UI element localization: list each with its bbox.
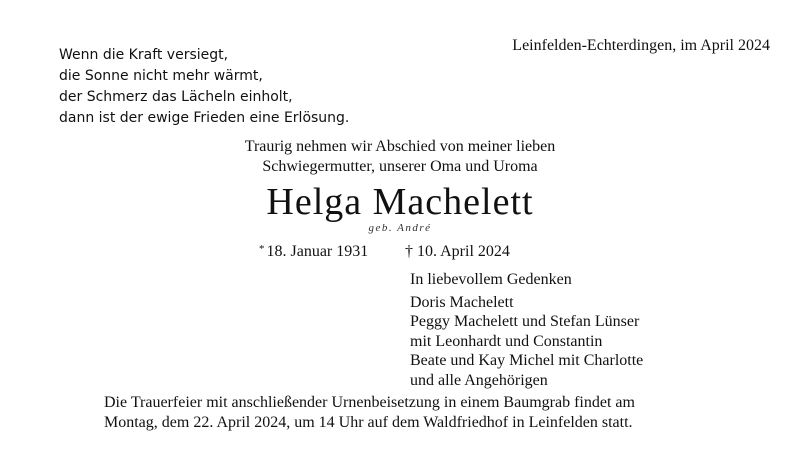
mourner-name: mit Leonhardt und Constantin (410, 332, 603, 350)
maiden-name: geb. André (368, 222, 432, 234)
mourner-name: und alle Angehörigen (410, 371, 548, 389)
mourners-list (410, 270, 643, 390)
mourner-name: Peggy Machelett und Stefan Lünser (410, 313, 640, 330)
birth-symbol: * (259, 243, 265, 255)
poem-line: die Sonne nicht mehr wärmt, (59, 68, 263, 84)
intro-text (0, 137, 800, 177)
cross-symbol: † (405, 243, 413, 260)
place-date: Leinfelden-Echterdingen, im April 2024 (512, 37, 770, 54)
intro-line: Traurig nehmen wir Abschied von meiner lieben (244, 138, 556, 155)
death-date-line (405, 243, 510, 261)
funeral-line: Montag, dem 22. April 2024, um 14 Uhr auf dem Waldfriedhof in Leinfelden statt. (104, 414, 633, 431)
birth-date: 18. Januar 1931 (266, 243, 369, 260)
death-date: 10. April 2024 (417, 243, 510, 260)
intro-line: Schwiegermutter, unserer Oma und Uroma (262, 158, 538, 175)
poem-line: der Schmerz das Lächeln einholt, (59, 89, 293, 105)
poem-line: dann ist der ewige Frieden eine Erlösung. (59, 110, 350, 126)
mourner-name: Beate und Kay Michel mit Charlotte (410, 352, 644, 369)
funeral-line: Die Trauerfeier mit anschließender Urnenbeisetzung in einem Baumgrab findet am (104, 394, 635, 411)
deceased-name: Helga Machelett (266, 181, 534, 223)
poem-line: Wenn die Kraft versiegt, (59, 47, 229, 63)
mourners-heading: In liebevollem Gedenken (410, 271, 572, 288)
funeral-notice (104, 393, 635, 433)
birth-date-line (259, 243, 368, 261)
poem (59, 45, 349, 129)
mourner-name: Doris Machelett (410, 293, 514, 311)
